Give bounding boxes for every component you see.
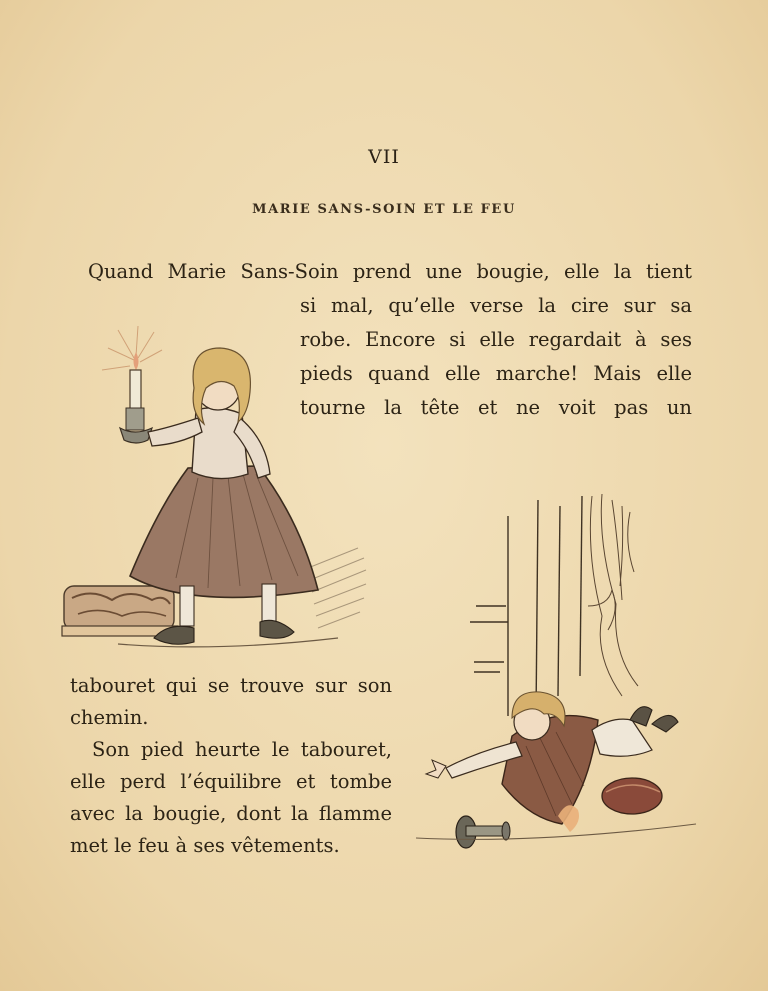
chapter-number: VII: [368, 146, 400, 168]
skirt: [130, 466, 318, 597]
hand: [426, 760, 446, 778]
shoe-right: [260, 620, 294, 638]
text-line-9: elle perd l’équilibre et tombe: [70, 770, 392, 793]
candle: [130, 370, 141, 410]
candle-flame: [134, 352, 139, 370]
door-frame: [470, 496, 582, 716]
stool: [62, 586, 178, 636]
curtain: [588, 494, 638, 696]
text-line-2: si mal, qu’elle verse la cire sur sa: [300, 294, 692, 317]
candle-glow: [102, 326, 162, 370]
text-line-8: Son pied heurte le tabouret,: [92, 738, 392, 761]
girl-falling-illustration: [416, 486, 706, 866]
text-line-3: robe. Encore si elle regardait à ses: [300, 328, 692, 351]
dropped-candlestick: [456, 816, 510, 848]
text-line-7: chemin.: [70, 706, 149, 729]
text-line-5: tourne la tête et ne voit pas un: [300, 396, 692, 419]
text-line-10: avec la bougie, dont la flamme: [70, 802, 392, 825]
text-line-4: pieds quand elle marche! Mais elle: [300, 362, 692, 385]
text-line-1: Quand Marie Sans-Soin prend une bougie, elle la tient: [88, 260, 692, 283]
chapter-title: MARIE SANS-SOIN ET LE FEU: [252, 202, 516, 217]
girl-with-candle-illustration: [58, 318, 378, 663]
text-line-11: met le feu à ses vêtements.: [70, 834, 340, 857]
text-line-6: tabouret qui se trouve sur son: [70, 674, 392, 697]
overturned-stool: [602, 778, 662, 814]
